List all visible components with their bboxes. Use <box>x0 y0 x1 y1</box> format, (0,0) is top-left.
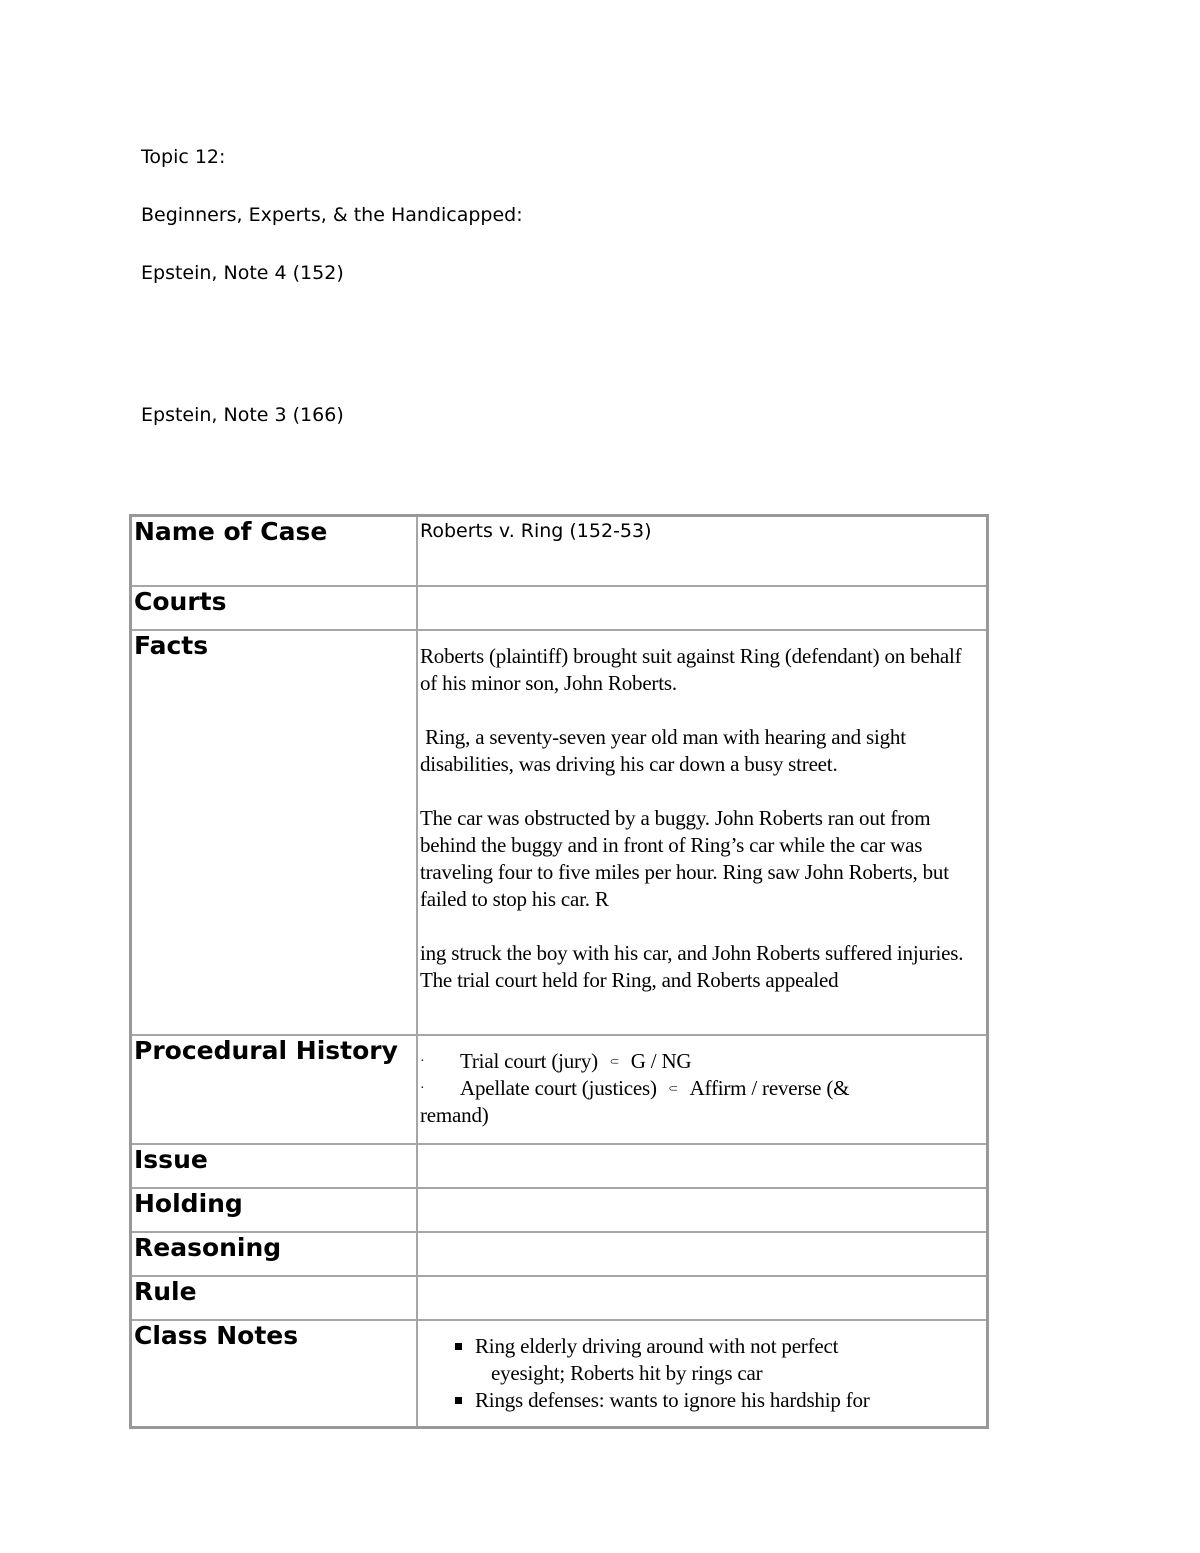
case-name: Roberts v. Ring (152-53) <box>420 520 652 542</box>
row-facts <box>131 630 988 1035</box>
note-line: Rings defenses: wants to ignore his hardship for <box>475 1388 870 1412</box>
bullet-dot: · <box>420 1081 425 1096</box>
reading-note-3: Epstein, Note 3 (166) <box>141 404 344 426</box>
list-item <box>420 1387 984 1414</box>
class-notes-list <box>420 1333 984 1414</box>
court-result: G / NG <box>630 1049 692 1073</box>
note-line-continued: eyesight; Roberts hit by rings car <box>491 1361 763 1385</box>
note-line: Ring elderly driving around with not perfect <box>475 1334 839 1358</box>
row-rule <box>131 1276 988 1320</box>
value-reasoning <box>417 1232 988 1276</box>
value-rule <box>417 1276 988 1320</box>
topic-heading: Topic 12: <box>141 146 226 168</box>
value-issue <box>417 1144 988 1188</box>
row-issue <box>131 1144 988 1188</box>
value-courts <box>417 586 988 630</box>
case-brief-table <box>129 514 989 1429</box>
square-bullet-icon <box>455 1343 462 1350</box>
label-procedural-history: Procedural History <box>131 1035 418 1144</box>
bullet-dot: · <box>420 1054 425 1069</box>
value-procedural-history <box>417 1035 988 1144</box>
court-name: Trial court (jury) <box>460 1049 598 1073</box>
value-facts <box>417 630 988 1035</box>
value-class-notes <box>417 1320 988 1428</box>
facts-paragraph: The car was obstructed by a buggy. John Roberts ran out from behind the buggy and in front of Ring’s car while the car was traveling four to five miles per hour. Ring saw John Roberts, but failed to stop his car. R <box>420 806 949 911</box>
label-rule: Rule <box>131 1276 418 1320</box>
row-procedural-history <box>131 1035 988 1144</box>
label-courts: Courts <box>131 586 418 630</box>
row-holding <box>131 1188 988 1232</box>
row-courts <box>131 586 988 630</box>
subject-heading: Beginners, Experts, & the Handicapped: <box>141 204 523 226</box>
row-reasoning <box>131 1232 988 1276</box>
court-name: Apellate court (justices) <box>460 1076 657 1100</box>
court-result-continuation: remand) <box>420 1103 489 1127</box>
procedural-step <box>420 1048 984 1075</box>
court-result: Affirm / reverse (& <box>689 1076 850 1100</box>
facts-paragraph: ing struck the boy with his car, and John Roberts suffered injuries. The trial court held for Ring, and Roberts appealed <box>420 941 964 992</box>
reading-note-4: Epstein, Note 4 (152) <box>141 262 344 284</box>
label-name-of-case: Name of Case <box>131 516 418 587</box>
row-name-of-case <box>131 516 988 587</box>
label-holding: Holding <box>131 1188 418 1232</box>
facts-paragraph: Roberts (plaintiff) brought suit against Ring (defendant) on behalf of his minor son, John Roberts. <box>420 644 962 695</box>
label-facts: Facts <box>131 630 418 1035</box>
arrow-icon: ⸦ <box>607 1054 621 1069</box>
facts-paragraph: Ring, a seventy-seven year old man with hearing and sight disabilities, was driving his car down a busy street. <box>420 725 911 776</box>
value-holding <box>417 1188 988 1232</box>
square-bullet-icon <box>455 1397 462 1404</box>
row-class-notes <box>131 1320 988 1428</box>
value-name-of-case <box>417 516 988 587</box>
procedural-step <box>420 1075 984 1102</box>
label-reasoning: Reasoning <box>131 1232 418 1276</box>
label-issue: Issue <box>131 1144 418 1188</box>
list-item <box>420 1333 984 1387</box>
label-class-notes: Class Notes <box>131 1320 418 1428</box>
arrow-icon: ⸦ <box>666 1081 680 1096</box>
